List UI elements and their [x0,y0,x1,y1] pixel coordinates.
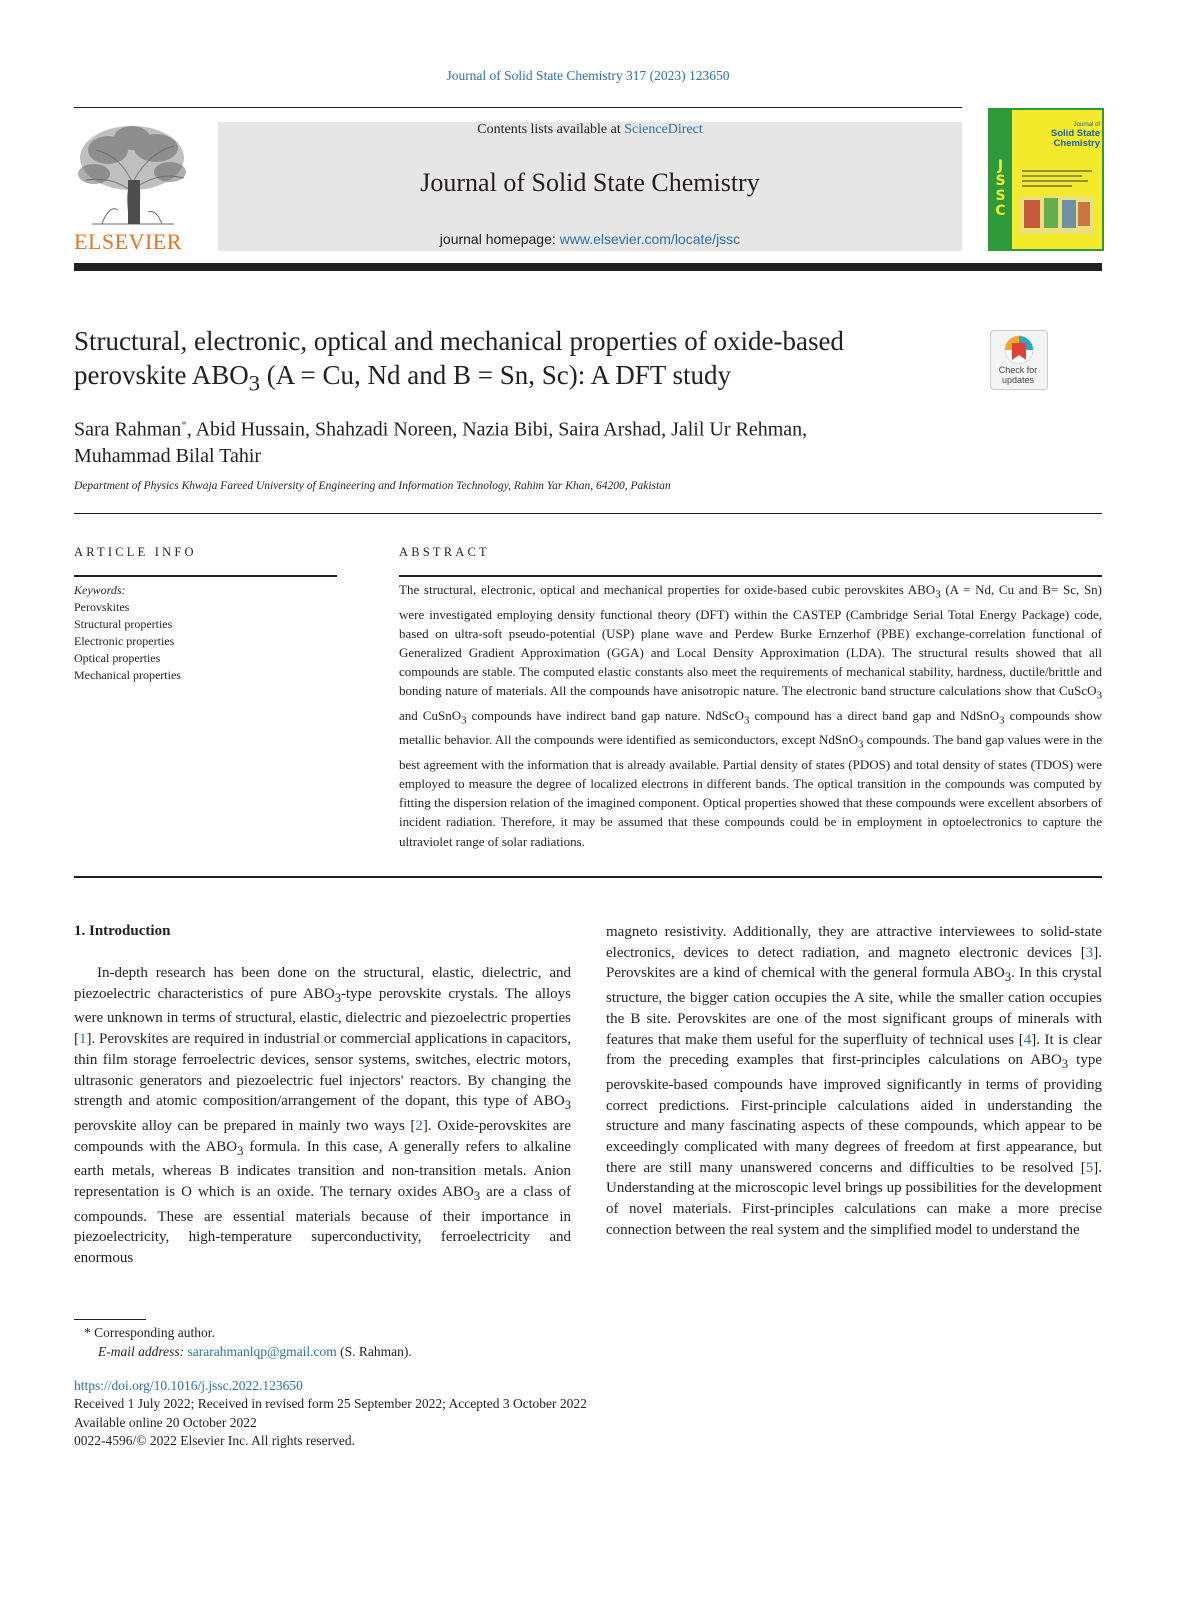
abstract-rule [399,575,1102,577]
title-subscript: 3 [248,370,260,396]
email-link[interactable]: sararahmanlqp@gmail.com [187,1344,337,1359]
subscript: 3 [744,714,750,727]
article-info-heading: ARTICLE INFO [74,545,197,559]
abstract-heading: ABSTRACT [399,545,490,559]
body-text: . In this crystal structure, the bigger cation occupies the A site, while the smaller cation occupies the B site. Perovskites are one of the most significant groups of minerals with features that make them useful for the superfluity of technical uses [ [606,965,1102,1048]
body-text: type perovskite-based compounds have improved significantly in terms of providing correct predictions. First-principle calculations aided in understanding the structure and many fascinating aspects of these compounds, which appear to be exceedingly complicated with many degrees of freedom at first appearance, but there are still many unanswered concerns and difficulties to be resolved [ [606,1052,1103,1176]
corresponding-author-note [74,1323,412,1342]
available-online: Available online 20 October 2022 [74,1414,257,1430]
body-text: perovskite alloy can be prepared in mainly two ways [ [74,1117,416,1134]
subscript: 3 [1061,1057,1069,1072]
email-line [74,1342,412,1361]
body-text: In-depth research has been done on the structural, elastic, dielectric, and piezoelectric characteristics of pure ABO [74,965,571,1002]
author-name[interactable]: , Abid Hussain [186,418,306,441]
title-text: (A = Cu, Nd and B = Sn, Sc): A DFT study [260,360,732,390]
body-text: ]. It is clear from the preceding examples that first-principles calculations on ABO [606,1031,1102,1069]
keyword-item: Mechanical properties [74,668,181,682]
elsevier-wordmark: ELSEVIER [74,229,182,254]
journal-citation[interactable]: Journal of Solid State Chemistry 317 (2023) 123650 [446,68,730,83]
section-heading-introduction: 1. Introduction [74,923,171,939]
body-text: are a class of compounds. These are essential materials because of their importance in piezoelectricity, high-temperature superconductivity, ferroelectricity and enormous [74,1184,571,1267]
crossmark-label [990,365,1046,385]
affiliation-rule [74,513,1102,514]
abstract-segment: compounds. The band gap values were in the best agreement with the information that is already available. Partial density of states (PDOS) and total density of states (TDOS) were employed to measure the degree of localized electrons in different bands. The optical transition in the compounds was computed by fitting the dispersion relation of the imagined component. Optical properties showed that these compounds were excellent absorbers of incident radiation. Therefore, it may be assumed that these compounds could be in employment in optoelectronics to capture the ultraviolet range of solar radiations. [399,732,1103,849]
subscript: 3 [473,1189,481,1204]
crossmark-icon [991,331,1047,367]
reference-link[interactable]: 1 [79,1031,87,1048]
reference-link[interactable]: 5 [1085,1159,1094,1176]
cover-spine-label [990,158,1010,222]
author-name[interactable]: , Nazia Bibi [452,418,549,441]
keyword-item: Optical properties [74,651,161,665]
abstract-segment: (A = Nd, Cu and B= Sc, Sn) were investigated employing density functional theory (DFT) within the CASTEP (Cambridge Serial Total Energy Package) code, based on ultra-soft pseudo-potential (USP) plane wave and Perdew Burke Ernzerhof (PBE) exchange-correlation functional of Generalized Gradient Approximation (GGA) and Local Density Approximation (LDA). The structural results showed that all compounds are stable. The computed elastic constants also meet the requirements of mechanical stability, hardness, ductile/brittle and bonding nature of materials. All the compounds have anisotropic nature. The electronic band structure calculations show that CuScO [399,582,1102,699]
subscript: 3 [461,714,467,727]
body-text: ]. Oxide-perovskites are compounds with the ABO [74,1117,572,1155]
authors-line [74,412,974,443]
abstract-bottom-rule [74,876,1102,878]
body-text: -type perovskite crystals. The alloys were unknown in terms of structural, elastic, dielectric and piezoelectric properties [ [74,985,571,1048]
received-dates: Received 1 July 2022; Received in revised form 25 September 2022; Accepted 3 October 2022 [74,1396,587,1412]
contents-prefix: Contents lists available at [477,122,625,137]
homepage-prefix: journal homepage: [439,231,560,247]
contents-line [218,122,962,138]
author-name[interactable]: , Shahzadi Noreen [305,418,453,441]
author-name[interactable]: , Saira Arshad [548,418,662,441]
cover-title [1014,122,1100,149]
subscript: 3 [857,739,864,752]
cover-artwork [1018,166,1096,238]
body-text: ]. Perovskites are required in industrial or commercial applications in capacitors, thin film storage ferroelectric devices, sensor systems, switches, electric motors, ultrasonic generators and piezoelectric fuel injectors' reactors. By changing the strength and atomic composition/arrangement of the dopant, this type of ABO [74,1031,571,1110]
cover-title-line: Solid State [1050,128,1100,139]
footnote-text: Corresponding author. [90,1325,215,1340]
subscript: 3 [237,1143,244,1158]
sciencedirect-link[interactable]: ScienceDirect [624,122,703,137]
email-label: E-mail address: [98,1344,188,1359]
cover-spine-text: JSSC [992,158,1009,218]
homepage-line [218,231,962,247]
keyword-item: Electronic properties [74,634,175,648]
article-title [74,324,954,400]
cover-title-line: Chemistry [1053,138,1100,149]
author-list [74,412,974,469]
keyword-item: Structural properties [74,617,173,631]
crossmark-label-line: Check for [998,365,1038,375]
masthead-thick-rule [74,263,1102,271]
journal-title: Journal of Solid State Chemistry [420,168,760,197]
author-separator: , [802,418,808,441]
reference-link[interactable]: 3 [1085,944,1094,961]
abstract-segment: The structural, electronic, optical and mechanical properties for oxide-based cubic perovskites ABO [399,582,936,597]
reference-link[interactable]: 4 [1023,1031,1032,1048]
subscript: 3 [334,990,341,1005]
reference-link[interactable]: 2 [415,1117,423,1134]
crossmark-label-line: updates [1001,375,1035,385]
header-rule [74,107,962,108]
subscript: 3 [999,714,1005,727]
body-paragraph [606,922,1102,1241]
subscript: 3 [564,1098,571,1113]
abstract-text [399,580,1102,851]
corresponding-marker[interactable]: * [181,419,187,431]
abstract-segment: compounds show metallic behavior. All the compounds were identified as semiconductors, except NdSnO [399,707,1103,748]
subscript: 3 [935,588,941,601]
journal-cover-thumbnail[interactable] [988,108,1104,251]
cover-title-line: Journal of [1073,122,1100,128]
subscript: 3 [1096,689,1102,702]
affiliation: Department of Physics Khwaja Fareed University of Engineering and Information Technology, Rahim Yar Khan, 64200, Pakistan [74,480,671,492]
body-paragraph [74,963,571,1269]
homepage-link[interactable]: www.elsevier.com/locate/jssc [559,231,741,247]
article-info-rule [74,575,337,577]
body-text: ]. Understanding at the microscopic level brings up possibilities for the development of novel materials. First-principles calculations can make a more precise connection between the real system and the simplified model to understand the [606,1159,1102,1238]
body-text: ]. Perovskites are a kind of chemical with the general formula ABO [606,944,1102,982]
subscript: 3 [1004,970,1011,985]
title-text: Structural, electronic, optical and mechanical properties of oxide-based perovskite ABO [74,326,844,390]
body-text: magneto resistivity. Additionally, they are attractive interviewees to solid-state electronics, devices to detect radiation, and magneto electronic devices [ [606,924,1102,961]
abstract-segment: compound has a direct band gap and NdSnO [749,707,1000,723]
author-name[interactable]: Muhammad Bilal Tahir [74,444,262,467]
body-text: formula. In this case, A generally refers to alkaline earth metals, whereas B indicates transition and non-transition metals. Anion representation is O which is an oxide. The ternary oxides ABO [74,1138,571,1201]
keyword-item: Perovskites [74,600,130,614]
footnote-marker: * [84,1325,91,1340]
doi-link[interactable]: https://doi.org/10.1016/j.jssc.2022.123650 [74,1378,303,1393]
abstract-segment: compounds have indirect band gap nature. NdScO [466,707,745,723]
body-column-left [74,963,571,1269]
body-column-right [606,922,1102,1241]
footnote [74,1323,412,1361]
author-name[interactable]: , Jalil Ur Rehman [661,418,803,441]
abstract-segment: and CuSnO [399,707,462,723]
keywords-list [74,582,181,684]
footnote-rule [74,1319,146,1320]
publication-info [74,1377,587,1451]
email-suffix: (S. Rahman). [336,1344,412,1359]
copyright: 0022-4596/© 2022 Elsevier Inc. All rights reserved. [74,1433,355,1449]
author-name[interactable]: Sara Rahman [74,418,182,441]
keywords-label: Keywords: [74,583,126,597]
